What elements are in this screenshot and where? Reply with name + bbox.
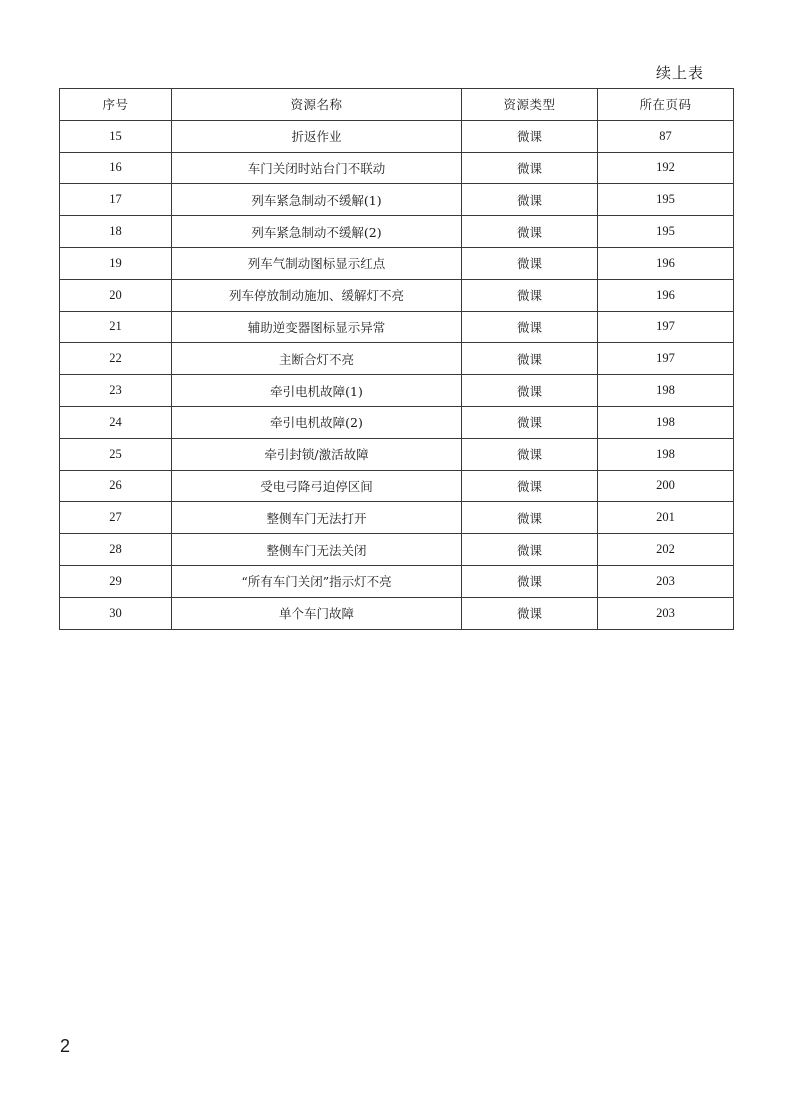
resource-type: 微课 [462,565,598,597]
page-ref: 195 [598,216,734,248]
resource-name: 牵引封锁/激活故障 [172,438,462,470]
page-ref: 195 [598,184,734,216]
header-page: 所在页码 [598,89,734,121]
header-index: 序号 [60,89,172,121]
resource-type: 微课 [462,470,598,502]
table-row [60,438,734,470]
page-ref: 202 [598,534,734,566]
row-index: 18 [60,216,172,248]
row-index: 24 [60,406,172,438]
table-row [60,502,734,534]
resource-name: “所有车门关闭”指示灯不亮 [172,565,462,597]
resource-name: 列车紧急制动不缓解(1) [172,184,462,216]
page-ref: 201 [598,502,734,534]
page-ref: 197 [598,311,734,343]
page-ref: 203 [598,565,734,597]
resource-name: 列车停放制动施加、缓解灯不亮 [172,279,462,311]
table-row [60,184,734,216]
resource-name: 整侧车门无法打开 [172,502,462,534]
page-ref: 87 [598,120,734,152]
page-ref: 196 [598,279,734,311]
resource-type: 微课 [462,438,598,470]
resource-name: 辅助逆变器图标显示异常 [172,311,462,343]
row-index: 25 [60,438,172,470]
resource-name: 整侧车门无法关闭 [172,534,462,566]
resource-type: 微课 [462,120,598,152]
resource-name: 主断合灯不亮 [172,343,462,375]
resource-name: 车门关闭时站台门不联动 [172,152,462,184]
resource-name: 单个车门故障 [172,597,462,629]
page-ref: 198 [598,438,734,470]
table-row [60,470,734,502]
table-row [60,597,734,629]
table-row [60,565,734,597]
resource-type: 微课 [462,343,598,375]
resource-type: 微课 [462,534,598,566]
table-row [60,152,734,184]
row-index: 27 [60,502,172,534]
resource-type: 微课 [462,184,598,216]
row-index: 21 [60,311,172,343]
table-row [60,375,734,407]
row-index: 17 [60,184,172,216]
table-header-row [60,89,734,121]
resource-type: 微课 [462,279,598,311]
table-row [60,247,734,279]
resource-name: 牵引电机故障(2) [172,406,462,438]
table-body [60,120,734,629]
row-index: 20 [60,279,172,311]
table-row [60,216,734,248]
page-ref: 198 [598,406,734,438]
resource-table [59,88,734,630]
resource-name: 牵引电机故障(1) [172,375,462,407]
row-index: 30 [60,597,172,629]
table-row [60,343,734,375]
resource-type: 微课 [462,247,598,279]
resource-type: 微课 [462,375,598,407]
table-row [60,120,734,152]
page-ref: 196 [598,247,734,279]
row-index: 22 [60,343,172,375]
page-ref: 198 [598,375,734,407]
table-row [60,311,734,343]
resource-type: 微课 [462,502,598,534]
page-ref: 192 [598,152,734,184]
resource-name: 受电弓降弓迫停区间 [172,470,462,502]
table-row [60,406,734,438]
resource-name: 列车紧急制动不缓解(2) [172,216,462,248]
resource-type: 微课 [462,216,598,248]
row-index: 19 [60,247,172,279]
row-index: 26 [60,470,172,502]
row-index: 16 [60,152,172,184]
row-index: 28 [60,534,172,566]
row-index: 15 [60,120,172,152]
page-number: 2 [60,1036,71,1056]
row-index: 23 [60,375,172,407]
header-resource-name: 资源名称 [172,89,462,121]
table-row [60,279,734,311]
page-ref: 203 [598,597,734,629]
resource-type: 微课 [462,597,598,629]
resource-name: 折返作业 [172,120,462,152]
header-resource-type: 资源类型 [462,89,598,121]
page-ref: 197 [598,343,734,375]
resource-type: 微课 [462,311,598,343]
resource-type: 微课 [462,152,598,184]
resource-type: 微课 [462,406,598,438]
resource-name: 列车气制动图标显示红点 [172,247,462,279]
row-index: 29 [60,565,172,597]
page-ref: 200 [598,470,734,502]
continued-label: 续上表 [655,64,704,82]
table-row [60,534,734,566]
